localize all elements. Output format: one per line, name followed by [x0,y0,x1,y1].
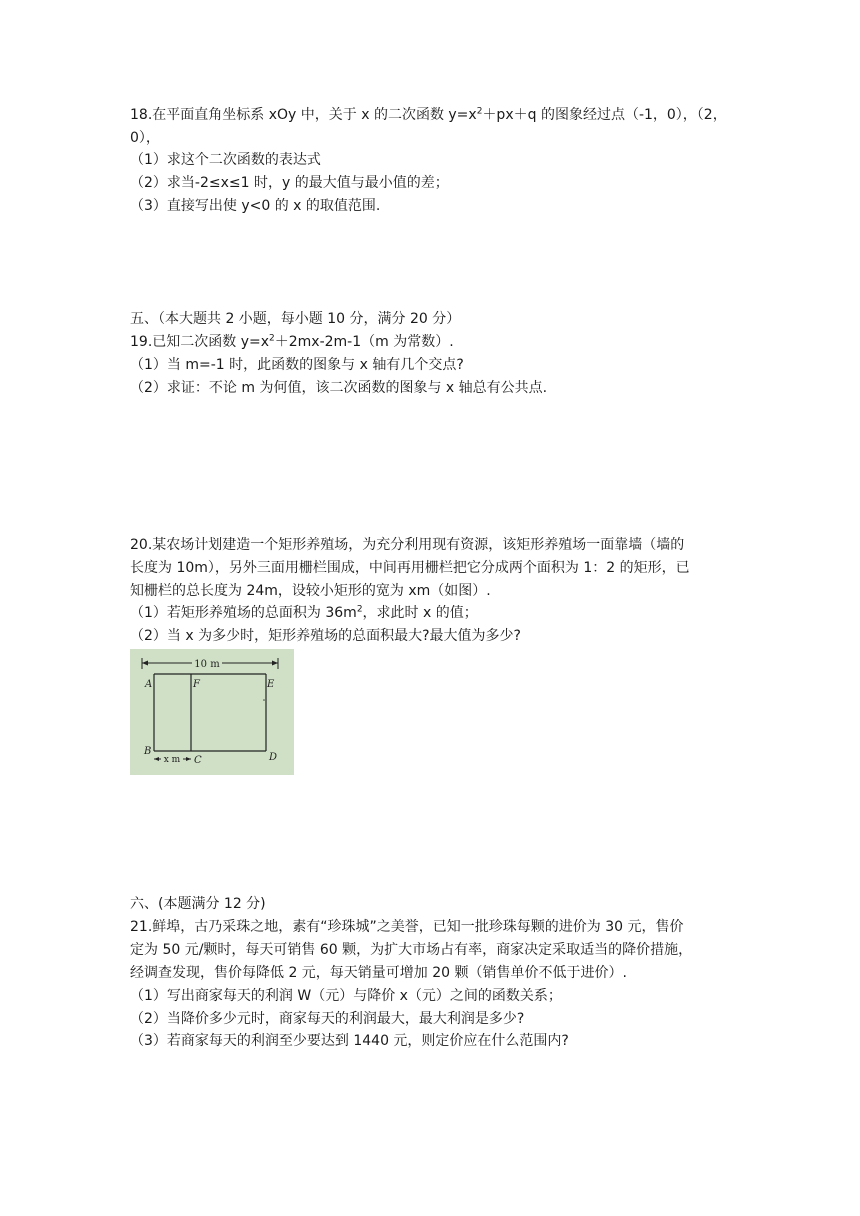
q19-part-2: （2）求证：不论 m 为何值，该二次函数的图象与 x 轴总有公共点. [130,380,548,396]
farm-diagram [130,649,294,775]
farm-diagram-svg [130,649,294,775]
q20-line-2: 长度为 10m），另外三面用栅栏围成，中间再用栅栏把它分成两个面积为 1：2 的矩形，已 [130,560,690,576]
point-E: E [267,679,275,690]
q20-line-3: 知栅栏的总长度为 24m，设较小矩形的宽为 xm（如图）. [130,583,491,599]
point-C: C [194,755,202,766]
q18-part-3: （3）直接写出使 y<0 的 x 的取值范围. [130,198,381,214]
q18-line-1-text: 18.在平面直角坐标系 xOy 中，关于 x 的二次函数 y=x [130,107,477,123]
bottom-arrow-right [186,757,191,761]
point-D: D [269,752,278,763]
top-arrow-right [272,661,278,666]
q20-part-2: （2）当 x 为多少时，矩形养殖场的总面积最大?最大值为多少? [130,628,521,644]
q18-exponent: 2 [476,106,483,117]
top-arrow-left [142,661,148,666]
point-F: F [193,679,200,690]
q21-part-2: （2）当降价多少元时，商家每天的利润最大，最大利润是多少? [130,1011,525,1027]
q20-part-1-text: （1）若矩形养殖场的总面积为 36m [130,605,357,621]
point-B: B [144,746,152,757]
bottom-dimension-label: x m [163,755,181,765]
q20-line-1: 20.某农场计划建造一个矩形养殖场，为充分利用现有资源，该矩形养殖场一面靠墙（墙的 [130,537,685,553]
q18-part-1: （1）求这个二次函数的表达式 [130,152,321,168]
q21-part-1: （1）写出商家每天的利润 W（元）与降价 x（元）之间的函数关系； [130,988,562,1004]
q19-exponent: 2 [269,333,275,344]
top-dimension-label: 10 m [194,659,220,670]
section-6-header: 六、(本题满分 12 分) [130,896,266,912]
q19-line-1-end: ＋2mx-2m-1（m 为常数）. [274,334,454,350]
speck-dot [263,699,265,701]
q18-part-2: （2）求当-2≤x≤1 时，y 的最大值与最小值的差； [130,175,449,191]
q19-line-1-text: 19.已知二次函数 y=x [130,334,270,350]
q18-line-1 [130,104,730,126]
q19-line-1 [130,331,730,353]
q20-part-1 [130,602,730,624]
q20-exponent: 2 [356,604,363,615]
q21-line-3: 经调查发现，售价每降低 2 元，每天销量可增加 20 颗（销售单价不低于进价）. [130,965,627,981]
q21-line-1: 21.鲜埠，古乃采珠之地，素有“珍珠城”之美誉，已知一批珍珠每颗的进价为 30 元，售价 [130,919,684,935]
bottom-arrow-left [154,757,159,761]
section-5-header: 五、（本大题共 2 小题，每小题 10 分，满分 20 分） [130,311,461,327]
q21-part-3: （3）若商家每天的利润至少要达到 1440 元，则定价应在什么范围内? [130,1033,569,1049]
q18-line-1-end: ＋px＋q 的图象经过点（-1，0），（2， [482,107,727,123]
q21-line-2: 定为 50 元/颗时，每天可销售 60 颗，为扩大市场占有率，商家决定采取适当的降价措施， [130,942,693,958]
q19-part-1: （1）当 m=-1 时，此函数的图象与 x 轴有几个交点? [130,357,464,373]
q18-line-2: 0）， [130,130,160,146]
q20-part-1-end: ，求此时 x 的值； [362,605,478,621]
point-A: A [145,679,153,690]
